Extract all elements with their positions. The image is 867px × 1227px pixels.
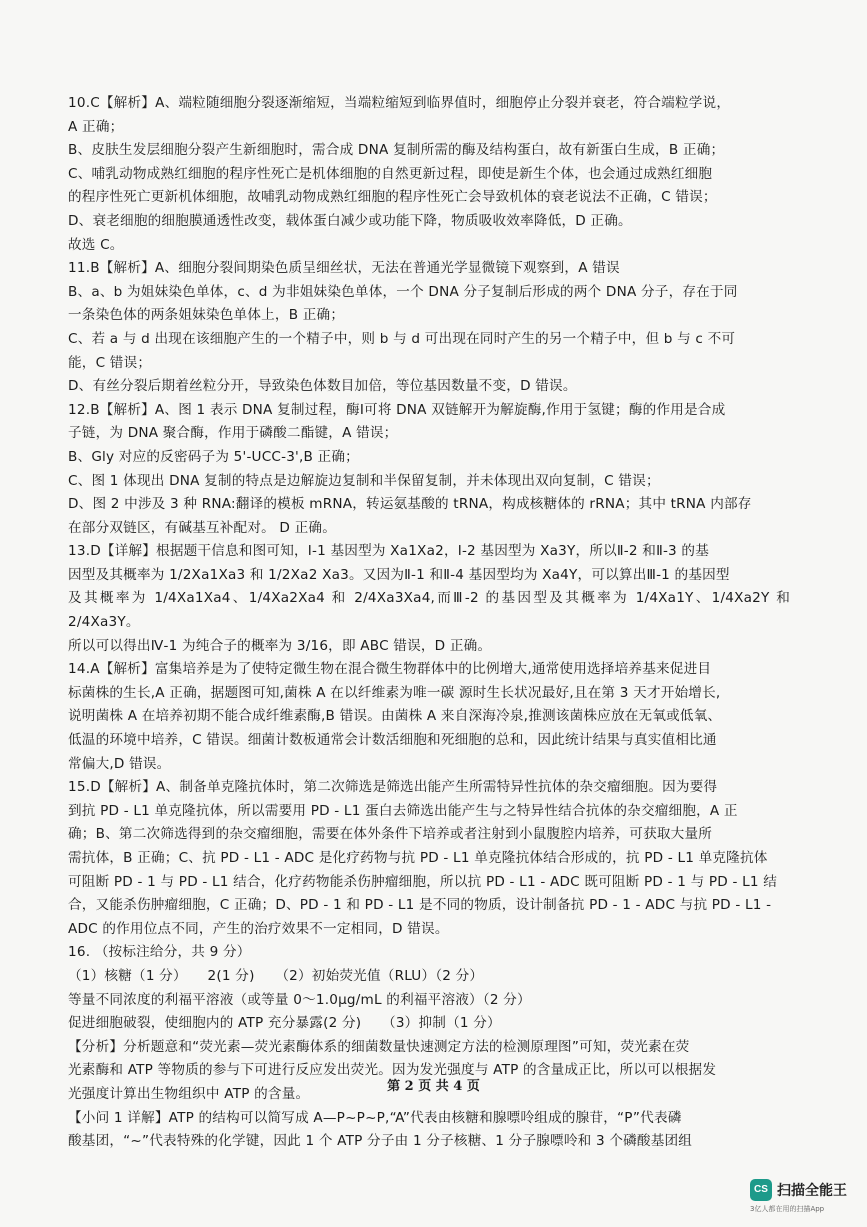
text-line: 标菌株的生长,A 正确，据题图可知,菌株 A 在以纤维素为唯一碳 源时生长状况最好,且在第 3 天才开始增长,	[68, 684, 721, 701]
page-number: 第 2 页 共 4 页	[387, 1079, 480, 1094]
text-line: 可阻断 PD - 1 与 PD - L1 结合，化疗药物能杀伤肿瘤细胞，所以抗 PD - L1 - ADC 既可阻断 PD - 1 与 PD - L1 结	[68, 873, 778, 890]
text-line: 13.D【详解】根据题干信息和图可知，Ⅰ-1 基因型为 Xa1Xa2，Ⅰ-2 基因型为 Xa3Y，所以Ⅱ-2 和Ⅱ-3 的基	[68, 543, 710, 560]
text-line: （1）核糖（1 分） 2(1 分) （2）初始荧光值（RLU）（2 分）	[68, 967, 484, 984]
text-line: 因型及其概率为 1/2Xa1Xa3 和 1/2Xa2 Xa3。又因为Ⅱ-1 和Ⅱ-4 基因型均为 Xa4Y，可以算出Ⅲ-1 的基因型	[68, 566, 730, 583]
text-line: 说明菌株 A 在培养初期不能合成纤维素酶,B 错误。由菌株 A 来自深海冷泉,推测该菌株应放在无氧或低氧、	[68, 708, 722, 725]
text-line: 光素酶和 ATP 等物质的参与下可进行反应发出荧光。因为发光强度与 ATP 的含量成正比，所以可以根据发	[68, 1062, 717, 1079]
text-line: D、有丝分裂后期着丝粒分开，导致染色体数目加倍，等位基因数量不变，D 错误。	[68, 378, 577, 395]
text-line: 低温的环境中培养，C 错误。细菌计数板通常会计数活细胞和死细胞的总和，因此统计结果与真实值相比通	[68, 732, 717, 749]
text-line: 12.B【解析】A、图 1 表示 DNA 复制过程，酶Ⅰ可将 DNA 双链解开为解旋酶,作用于氢键；酶的作用是合成	[68, 401, 726, 418]
camscanner-logo-icon: CS	[750, 1179, 772, 1201]
text-line: 到抗 PD - L1 单克隆抗体，所以需要用 PD - L1 蛋白去筛选出能产生与之特异性结合抗体的杂交瘤细胞，A 正	[68, 802, 738, 819]
text-line: 合，又能杀伤肿瘤细胞，C 正确；D、PD - 1 和 PD - L1 是不同的物质，设计制备抗 PD - 1 - ADC 与抗 PD - L1 -	[68, 897, 772, 914]
text-line: A 正确；	[68, 118, 124, 135]
text-line: B、Gly 对应的反密码子为 5'-UCC-3',B 正确；	[68, 448, 359, 465]
text-line: 的程序性死亡更新机体细胞，故哺乳动物成熟红细胞的程序性死亡会导致机体的衰老说法不正确，C 错误；	[68, 189, 717, 206]
watermark-tagline: 3亿人都在用的扫描App	[750, 1205, 825, 1213]
text-line: 故选 C。	[68, 236, 124, 253]
text-line: 11.B【解析】A、细胞分裂间期染色质呈细丝状，无法在普通光学显微镜下观察到，A 错误	[68, 260, 620, 277]
text-line: 子链，为 DNA 聚合酶，作用于磷酸二酯键，A 错误；	[68, 425, 398, 442]
text-line: 15.D【解析】A、制备单克隆抗体时，第二次筛选是筛选出能产生所需特异性抗体的杂交瘤细胞。因为要得	[68, 779, 718, 796]
text-line: B、皮肤生发层细胞分裂产生新细胞时，需合成 DNA 复制所需的酶及结构蛋白，故有新蛋白生成，B 正确；	[68, 142, 725, 159]
text-line: 【分析】分析题意和“荧光素—荧光素酶体系的细菌数量快速测定方法的检测原理图”可知，荧光素在荧	[68, 1038, 690, 1055]
text-line: 【小问 1 详解】ATP 的结构可以简写成 A—P~P~P,“A”代表由核糖和腺嘌呤组成的腺苷，“P”代表磷	[68, 1109, 682, 1126]
text-line: 常偏大,D 错误。	[68, 755, 171, 772]
text-line: 需抗体，B 正确；C、抗 PD - L1 - ADC 是化疗药物与抗 PD - L1 单克隆抗体结合形成的，抗 PD - L1 单克隆抗体	[68, 850, 768, 866]
text-line: 确；B、第二次筛选得到的杂交瘤细胞，需要在体外条件下培养或者注射到小鼠腹腔内培养，可获取大量所	[68, 826, 713, 843]
text-line: C、图 1 体现出 DNA 复制的特点是边解旋边复制和半保留复制，并未体现出双向复制，C 错误；	[68, 472, 660, 489]
text-line: C、哺乳动物成熟红细胞的程序性死亡是机体细胞的自然更新过程，即使是新生个体，也会通过成熟红细胞	[68, 165, 713, 182]
text-line: D、衰老细胞的细胞膜通透性改变，载体蛋白减少或功能下降，物质吸收效率降低，D 正确。	[68, 212, 632, 229]
text-line: D、图 2 中涉及 3 种 RNA:翻译的模板 mRNA，转运氨基酸的 tRNA，构成核糖体的 rRNA；其中 tRNA 内部存	[68, 496, 752, 513]
text-line: 等量不同浓度的利福平溶液（或等量 0～1.0μg/mL 的利福平溶液）（2 分）	[68, 991, 531, 1008]
text-line: 能，C 错误；	[68, 354, 152, 371]
watermark-app-name: 扫描全能王	[777, 1183, 847, 1199]
answer-text-block	[68, 92, 790, 1154]
text-line: 在部分双链区，有碱基互补配对。 D 正确。	[68, 519, 336, 536]
text-line: 一条染色体的两条姐妹染色单体上，B 正确；	[68, 307, 345, 324]
text-line: 及其概率为 1/4Xa1Xa4、1/4Xa2Xa4 和 2/4Xa3Xa4,而Ⅲ-2 的基因型及其概率为 1/4Xa1Y、1/4Xa2Y 和 2/4Xa3Y。	[68, 590, 790, 631]
text-line: ADC 的作用位点不同，产生的治疗效果不一定相同，D 错误。	[68, 920, 449, 937]
text-line: B、a、b 为姐妹染色单体，c、d 为非姐妹染色单体，一个 DNA 分子复制后形成的两个 DNA 分子，存在于同	[68, 283, 738, 300]
text-line: C、若 a 与 d 出现在该细胞产生的一个精子中，则 b 与 d 可出现在同时产生的另一个精子中，但 b 与 c 不可	[68, 330, 736, 347]
text-line: 10.C【解析】A、端粒随细胞分裂逐渐缩短，当端粒缩短到临界值时，细胞停止分裂并衰老，符合端粒学说，	[68, 95, 731, 111]
text-line: 光强度计算出生物组织中 ATP 的含量。	[68, 1085, 310, 1102]
text-line: 14.A【解析】富集培养是为了使特定微生物在混合微生物群体中的比例增大,通常使用选择培养基来促进目	[68, 661, 712, 678]
camscanner-watermark	[750, 1177, 860, 1221]
text-line: 所以可以得出Ⅳ-1 为纯合子的概率为 3/16，即 ABC 错误，D 正确。	[68, 637, 492, 654]
text-line: 促进细胞破裂，使细胞内的 ATP 充分暴露(2 分) （3）抑制（1 分）	[68, 1015, 501, 1032]
text-line: 16. （按标注给分，共 9 分）	[68, 944, 251, 961]
text-line: 酸基团，“~”代表特殊的化学键，因此 1 个 ATP 分子由 1 分子核糖、1 分子腺嘌呤和 3 个磷酸基团组	[68, 1133, 693, 1150]
